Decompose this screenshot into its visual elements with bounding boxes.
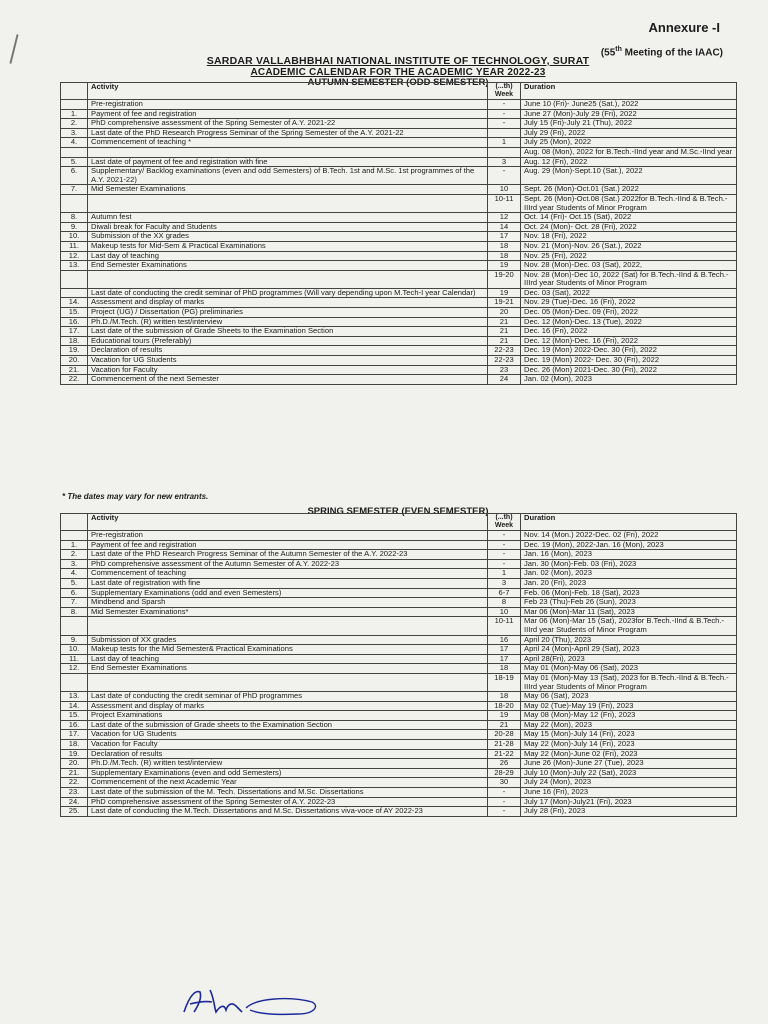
table-row (61, 356, 737, 366)
table-row (61, 308, 737, 318)
table-row (61, 540, 737, 550)
duration-cell: May 22 (Mon)-July 14 (Fri), 2023 (521, 740, 737, 750)
activity-cell: Vacation for UG Students (88, 730, 488, 740)
serial-number: 14. (61, 298, 88, 308)
activity-cell: Makeup tests for Mid-Sem & Practical Examinations (88, 241, 488, 251)
duration-cell: June 10 (Fri)- June25 (Sat.), 2022 (521, 100, 737, 110)
duration-cell: Dec. 12 (Mon)-Dec. 16 (Fri), 2022 (521, 336, 737, 346)
table-header-row (61, 514, 737, 531)
table-row (61, 213, 737, 223)
activity-cell: End Semester Examinations (88, 664, 488, 674)
activity-cell: Vacation for UG Students (88, 356, 488, 366)
activity-cell: Assessment and display of marks (88, 298, 488, 308)
week-cell: 22-23 (488, 356, 521, 366)
duration-cell: Dec. 16 (Fri), 2022 (521, 327, 737, 337)
duration-cell: Jan. 02 (Mon), 2023 (521, 569, 737, 579)
table-row (61, 317, 737, 327)
table-row (61, 270, 737, 288)
table-row (61, 336, 737, 346)
week-cell: 21 (488, 317, 521, 327)
serial-number: 22. (61, 778, 88, 788)
duration-cell: April 20 (Thu), 2023 (521, 635, 737, 645)
spring-calendar-table (60, 513, 737, 817)
table-row (61, 797, 737, 807)
table-row (61, 730, 737, 740)
duration-cell: Dec. 19 (Mon) 2022- Dec. 30 (Fri), 2022 (521, 356, 737, 366)
week-cell: 21 (488, 336, 521, 346)
week-cell: 30 (488, 778, 521, 788)
table-row (61, 261, 737, 271)
duration-cell: Nov. 29 (Tue)-Dec. 16 (Fri), 2022 (521, 298, 737, 308)
table-row (61, 749, 737, 759)
week-cell: 19-21 (488, 298, 521, 308)
week-cell: 14 (488, 222, 521, 232)
duration-cell: Mar 06 (Mon)-Mar 11 (Sat), 2023 (521, 607, 737, 617)
table-row (61, 288, 737, 298)
activity-cell: End Semester Examinations (88, 261, 488, 271)
table-row (61, 138, 737, 148)
signature-mark (180, 984, 330, 1020)
week-cell: 3 (488, 578, 521, 588)
table-row (61, 778, 737, 788)
duration-cell: Feb. 06 (Mon)-Feb. 18 (Sat), 2023 (521, 588, 737, 598)
duration-cell: July 10 (Mon)-July 22 (Sat), 2023 (521, 768, 737, 778)
week-cell: 1 (488, 138, 521, 148)
table-row (61, 664, 737, 674)
week-cell: 20-28 (488, 730, 521, 740)
activity-cell: Last date of registration with fine (88, 578, 488, 588)
table-row (61, 692, 737, 702)
activity-cell (88, 194, 488, 212)
activity-cell: Last date of conducting the M.Tech. Dissertations and M.Sc. Dissertations viva-voce of AY 2022-23 (88, 807, 488, 817)
serial-number: 21. (61, 365, 88, 375)
table-row (61, 768, 737, 778)
serial-number: 18. (61, 740, 88, 750)
activity-cell: Commencement of teaching (88, 569, 488, 579)
serial-number: 1. (61, 109, 88, 119)
activity-header: Activity (88, 514, 488, 531)
serial-number: 9. (61, 635, 88, 645)
serial-header (61, 514, 88, 531)
activity-cell: Last date of the submission of Grade sheets to the Examination Section (88, 720, 488, 730)
week-cell: 10-11 (488, 194, 521, 212)
activity-cell: Makeup tests for the Mid Semester& Practical Examinations (88, 645, 488, 655)
table-row (61, 711, 737, 721)
table-row (61, 788, 737, 798)
activity-cell: Vacation for Faculty (88, 365, 488, 375)
table-row (61, 251, 737, 261)
table-row (61, 232, 737, 242)
week-cell: 28-29 (488, 768, 521, 778)
activity-header: Activity (88, 83, 488, 100)
serial-number: 18. (61, 336, 88, 346)
week-cell: - (488, 531, 521, 541)
activity-cell: PhD comprehensive assessment of the Autumn Semester of A.Y. 2022-23 (88, 559, 488, 569)
duration-cell: July 17 (Mon)-July21 (Fri), 2023 (521, 797, 737, 807)
serial-number: 19. (61, 749, 88, 759)
serial-number: 24. (61, 797, 88, 807)
week-cell: 24 (488, 375, 521, 385)
institute-name: SARDAR VALLABHBHAI NATIONAL INSTITUTE OF TECHNOLOGY, SURAT (206, 55, 590, 67)
margin-pen-mark (9, 34, 18, 64)
serial-number: 10. (61, 232, 88, 242)
table-row (61, 327, 737, 337)
activity-cell: Vacation for Faculty (88, 740, 488, 750)
dates-note: * The dates may vary for new entrants. (62, 492, 209, 501)
duration-cell: Jan. 16 (Mon), 2023 (521, 550, 737, 560)
duration-cell: May 08 (Mon)-May 12 (Fri), 2023 (521, 711, 737, 721)
duration-cell: Nov. 28 (Mon)-Dec. 03 (Sat), 2022, (521, 261, 737, 271)
activity-cell: Last date of payment of fee and registration with fine (88, 157, 488, 167)
table-row (61, 607, 737, 617)
week-cell: - (488, 540, 521, 550)
autumn-semester-title: AUTUMN SEMESTER (ODD SEMESTER) (307, 77, 489, 88)
week-cell: 17 (488, 645, 521, 655)
week-cell: 22-23 (488, 346, 521, 356)
activity-cell: Commencement of the next Semester (88, 375, 488, 385)
duration-cell: April 24 (Mon)-April 29 (Sat), 2023 (521, 645, 737, 655)
week-cell: - (488, 550, 521, 560)
serial-number: 20. (61, 759, 88, 769)
activity-cell: Mid Semester Examinations* (88, 607, 488, 617)
duration-cell: Oct. 14 (Fri)- Oct.15 (Sat), 2022 (521, 213, 737, 223)
serial-number: 6. (61, 588, 88, 598)
week-cell (488, 147, 521, 157)
duration-cell: Aug. 08 (Mon), 2022 for B.Tech.-IInd year and M.Sc.-IInd year (521, 147, 737, 157)
activity-cell: Last day of teaching (88, 251, 488, 261)
week-cell: 21-28 (488, 740, 521, 750)
duration-cell: April 28(Fri), 2023 (521, 654, 737, 664)
activity-cell: Declaration of results (88, 749, 488, 759)
duration-cell: Jan. 02 (Mon), 2023 (521, 375, 737, 385)
duration-cell: Dec. 03 (Sat), 2022 (521, 288, 737, 298)
serial-number: 11. (61, 241, 88, 251)
duration-cell: Dec. 12 (Mon)-Dec. 13 (Tue), 2022 (521, 317, 737, 327)
serial-number (61, 673, 88, 691)
serial-number: 12. (61, 664, 88, 674)
week-cell: 10 (488, 185, 521, 195)
week-cell: 18-20 (488, 701, 521, 711)
duration-cell: Oct. 24 (Mon)- Oct. 28 (Fri), 2022 (521, 222, 737, 232)
week-cell: 16 (488, 635, 521, 645)
table-row (61, 375, 737, 385)
calendar-title: ACADEMIC CALENDAR FOR THE ACADEMIC YEAR 2022-23 (250, 67, 546, 78)
serial-number: 13. (61, 692, 88, 702)
serial-number: 12. (61, 251, 88, 261)
serial-number: 5. (61, 578, 88, 588)
serial-number: 14. (61, 701, 88, 711)
week-cell: 6-7 (488, 588, 521, 598)
activity-cell: Commencement of teaching * (88, 138, 488, 148)
activity-cell: Assessment and display of marks (88, 701, 488, 711)
serial-number (61, 100, 88, 110)
serial-number: 22. (61, 375, 88, 385)
duration-cell: Aug. 29 (Mon)-Sept.10 (Sat.), 2022 (521, 167, 737, 185)
serial-number (61, 531, 88, 541)
week-cell: 17 (488, 232, 521, 242)
serial-number: 4. (61, 138, 88, 148)
week-cell: - (488, 559, 521, 569)
activity-cell (88, 673, 488, 691)
serial-number: 9. (61, 222, 88, 232)
week-cell: - (488, 797, 521, 807)
week-cell: 17 (488, 654, 521, 664)
table-row (61, 241, 737, 251)
week-cell: 21 (488, 720, 521, 730)
table-header-row (61, 83, 737, 100)
table-row (61, 569, 737, 579)
activity-cell: Last date of the PhD Research Progress Seminar of the Autumn Semester of the A.Y. 2022-23 (88, 550, 488, 560)
serial-number: 15. (61, 711, 88, 721)
table-row (61, 167, 737, 185)
activity-cell: Ph.D./M.Tech. (R) written test/interview (88, 759, 488, 769)
meeting-reference: (55th Meeting of the IAAC) (600, 46, 723, 59)
week-header: (...th) Week (488, 514, 521, 531)
week-cell: 21-22 (488, 749, 521, 759)
table-row (61, 654, 737, 664)
week-cell: - (488, 109, 521, 119)
week-cell: - (488, 807, 521, 817)
serial-header (61, 83, 88, 100)
activity-cell: Supplementary Examinations (even and odd Semesters) (88, 768, 488, 778)
duration-cell: Sept. 26 (Mon)-Oct.08 (Sat.) 2022for B.Tech.-IInd & B.Tech.-IIIrd year Students of Minor Program (521, 194, 737, 212)
activity-cell: Pre-registration (88, 531, 488, 541)
table-row (61, 588, 737, 598)
week-cell (488, 128, 521, 138)
table-row (61, 128, 737, 138)
activity-cell: Payment of fee and registration (88, 109, 488, 119)
serial-number (61, 288, 88, 298)
activity-cell (88, 617, 488, 635)
serial-number: 1. (61, 540, 88, 550)
week-cell: 18 (488, 664, 521, 674)
activity-cell: Commencement of the next Academic Year (88, 778, 488, 788)
duration-cell: May 02 (Tue)-May 19 (Fri), 2023 (521, 701, 737, 711)
table-row (61, 578, 737, 588)
duration-cell: June 26 (Mon)-June 27 (Tue), 2023 (521, 759, 737, 769)
serial-number: 23. (61, 788, 88, 798)
table-row (61, 550, 737, 560)
duration-cell: May 01 (Mon)-May 06 (Sat), 2023 (521, 664, 737, 674)
week-cell: 19 (488, 261, 521, 271)
duration-cell: July 25 (Mon), 2022 (521, 138, 737, 148)
duration-cell: Nov. 18 (Fri), 2022 (521, 232, 737, 242)
serial-number: 25. (61, 807, 88, 817)
annexure-label: Annexure -I (648, 20, 720, 35)
table-row (61, 194, 737, 212)
duration-cell: Dec. 26 (Mon) 2021-Dec. 30 (Fri), 2022 (521, 365, 737, 375)
serial-number: 10. (61, 645, 88, 655)
week-cell: 18 (488, 241, 521, 251)
table-row (61, 100, 737, 110)
week-cell: 19-20 (488, 270, 521, 288)
duration-cell: Dec. 19 (Mon), 2022-Jan. 16 (Mon), 2023 (521, 540, 737, 550)
activity-cell: Last date of conducting the credit seminar of PhD programmes (Will vary depending upon M.Tech-I year Calendar) (88, 288, 488, 298)
table-row (61, 298, 737, 308)
week-cell: 18-19 (488, 673, 521, 691)
activity-cell: Payment of fee and registration (88, 540, 488, 550)
table-row (61, 740, 737, 750)
table-row (61, 119, 737, 129)
duration-cell: Nov. 14 (Mon.) 2022-Dec. 02 (Fri), 2022 (521, 531, 737, 541)
week-cell: 18 (488, 692, 521, 702)
serial-number: 7. (61, 598, 88, 608)
duration-cell: Dec. 19 (Mon) 2022-Dec. 30 (Fri), 2022 (521, 346, 737, 356)
serial-number: 19. (61, 346, 88, 356)
duration-header: Duration (521, 83, 737, 100)
serial-number (61, 617, 88, 635)
table-row (61, 147, 737, 157)
table-row (61, 559, 737, 569)
duration-cell: Nov. 25 (Fri), 2022 (521, 251, 737, 261)
duration-cell: July 24 (Mon), 2023 (521, 778, 737, 788)
activity-cell: Ph.D./M.Tech. (R) written test/interview (88, 317, 488, 327)
serial-number: 13. (61, 261, 88, 271)
week-cell: - (488, 100, 521, 110)
table-row (61, 346, 737, 356)
serial-number: 11. (61, 654, 88, 664)
duration-cell: Jan. 20 (Fri), 2023 (521, 578, 737, 588)
activity-cell: Mid Semester Examinations (88, 185, 488, 195)
serial-number (61, 270, 88, 288)
activity-cell: Submission of the XX grades (88, 232, 488, 242)
serial-number: 7. (61, 185, 88, 195)
table-row (61, 617, 737, 635)
duration-cell: May 22 (Mon), 2023 (521, 720, 737, 730)
activity-cell: Last day of teaching (88, 654, 488, 664)
activity-cell: Autumn fest (88, 213, 488, 223)
activity-cell: Project Examinations (88, 711, 488, 721)
week-cell: - (488, 119, 521, 129)
table-row (61, 157, 737, 167)
table-row (61, 645, 737, 655)
serial-number: 3. (61, 128, 88, 138)
autumn-calendar-table (60, 82, 737, 385)
duration-cell: June 27 (Mon)-July 29 (Fri), 2022 (521, 109, 737, 119)
week-cell: 3 (488, 157, 521, 167)
activity-cell: Diwali break for Faculty and Students (88, 222, 488, 232)
activity-cell: Last date of the submission of the M. Tech. Dissertations and M.Sc. Dissertations (88, 788, 488, 798)
serial-number: 8. (61, 607, 88, 617)
week-cell: 21 (488, 327, 521, 337)
serial-number: 4. (61, 569, 88, 579)
duration-header: Duration (521, 514, 737, 531)
serial-number: 17. (61, 327, 88, 337)
duration-cell: June 16 (Fri), 2023 (521, 788, 737, 798)
activity-cell (88, 270, 488, 288)
serial-number (61, 194, 88, 212)
duration-cell: Aug. 12 (Fri), 2022 (521, 157, 737, 167)
table-row (61, 720, 737, 730)
week-cell: 19 (488, 711, 521, 721)
week-cell: 23 (488, 365, 521, 375)
table-row (61, 531, 737, 541)
activity-cell: Project (UG) / Dissertation (PG) preliminaries (88, 308, 488, 318)
table-row (61, 673, 737, 691)
spring-semester-title: SPRING SEMESTER (EVEN SEMESTER) (307, 506, 489, 517)
activity-cell: Supplementary/ Backlog examinations (even and odd Semesters) of B.Tech. 1st and M.Sc. 1st programmes of the A.Y. 2021-22) (88, 167, 488, 185)
duration-cell: Mar 06 (Mon)-Mar 15 (Sat), 2023for B.Tech.-IInd & B.Tech.-IIIrd year Students of Minor Program (521, 617, 737, 635)
duration-cell: July 28 (Fri), 2023 (521, 807, 737, 817)
table-row (61, 807, 737, 817)
serial-number: 3. (61, 559, 88, 569)
serial-number: 5. (61, 157, 88, 167)
week-cell: - (488, 167, 521, 185)
activity-cell: Submission of XX grades (88, 635, 488, 645)
week-cell: 20 (488, 308, 521, 318)
serial-number: 20. (61, 356, 88, 366)
activity-cell: Pre-registration (88, 100, 488, 110)
duration-cell: May 06 (Sat), 2023 (521, 692, 737, 702)
week-cell: 12 (488, 213, 521, 223)
week-cell: 10 (488, 607, 521, 617)
table-row (61, 759, 737, 769)
activity-cell: Last date of conducting the credit seminar of PhD programmes (88, 692, 488, 702)
duration-cell: May 22 (Mon)-June 02 (Fri), 2023 (521, 749, 737, 759)
duration-cell: Sept. 26 (Mon)-Oct.01 (Sat.) 2022 (521, 185, 737, 195)
serial-number: 16. (61, 720, 88, 730)
duration-cell: July 15 (Fri)-July 21 (Thu), 2022 (521, 119, 737, 129)
activity-cell: Last date of the PhD Research Progress Seminar of the Spring Semester of the A.Y. 2021-22 (88, 128, 488, 138)
duration-cell: Jan. 30 (Mon)-Feb. 03 (Fri), 2023 (521, 559, 737, 569)
table-row (61, 365, 737, 375)
serial-number: 17. (61, 730, 88, 740)
week-cell: 19 (488, 288, 521, 298)
duration-cell: Nov. 28 (Mon)-Dec 10, 2022 (Sat) for B.Tech.-IInd & B.Tech.-IIIrd year Students of Minor Program (521, 270, 737, 288)
week-cell: 18 (488, 251, 521, 261)
serial-number: 6. (61, 167, 88, 185)
week-cell: 8 (488, 598, 521, 608)
table-row (61, 635, 737, 645)
week-cell: 26 (488, 759, 521, 769)
serial-number: 21. (61, 768, 88, 778)
activity-cell: PhD comprehensive assessment of the Spring Semester of A.Y. 2022-23 (88, 797, 488, 807)
table-row (61, 598, 737, 608)
table-row (61, 222, 737, 232)
week-cell: 1 (488, 569, 521, 579)
week-cell: 10-11 (488, 617, 521, 635)
duration-cell: July 29 (Fri), 2022 (521, 128, 737, 138)
duration-cell: Feb 23 (Thu)-Feb 26 (Sun), 2023 (521, 598, 737, 608)
activity-cell: Declaration of results (88, 346, 488, 356)
week-cell: - (488, 788, 521, 798)
serial-number: 15. (61, 308, 88, 318)
duration-cell: May 01 (Mon)-May 13 (Sat), 2023 for B.Tech.-IInd & B.Tech.-IIIrd year Students of Minor Program (521, 673, 737, 691)
duration-cell: May 15 (Mon)-July 14 (Fri), 2023 (521, 730, 737, 740)
table-row (61, 701, 737, 711)
activity-cell: Supplementary Examinations (odd and even Semesters) (88, 588, 488, 598)
activity-cell: Educational tours (Preferably) (88, 336, 488, 346)
week-header: (...th) Week (488, 83, 521, 100)
activity-cell: Last date of the submission of Grade Sheets to the Examination Section (88, 327, 488, 337)
serial-number: 2. (61, 550, 88, 560)
table-row (61, 185, 737, 195)
table-row (61, 109, 737, 119)
serial-number: 2. (61, 119, 88, 129)
activity-cell (88, 147, 488, 157)
activity-cell: PhD comprehensive assessment of the Spring Semester of A.Y. 2021-22 (88, 119, 488, 129)
serial-number: 8. (61, 213, 88, 223)
activity-cell: Mindbend and Sparsh (88, 598, 488, 608)
duration-cell: Nov. 21 (Mon)-Nov. 26 (Sat.), 2022 (521, 241, 737, 251)
serial-number (61, 147, 88, 157)
duration-cell: Dec. 05 (Mon)-Dec. 09 (Fri), 2022 (521, 308, 737, 318)
serial-number: 16. (61, 317, 88, 327)
